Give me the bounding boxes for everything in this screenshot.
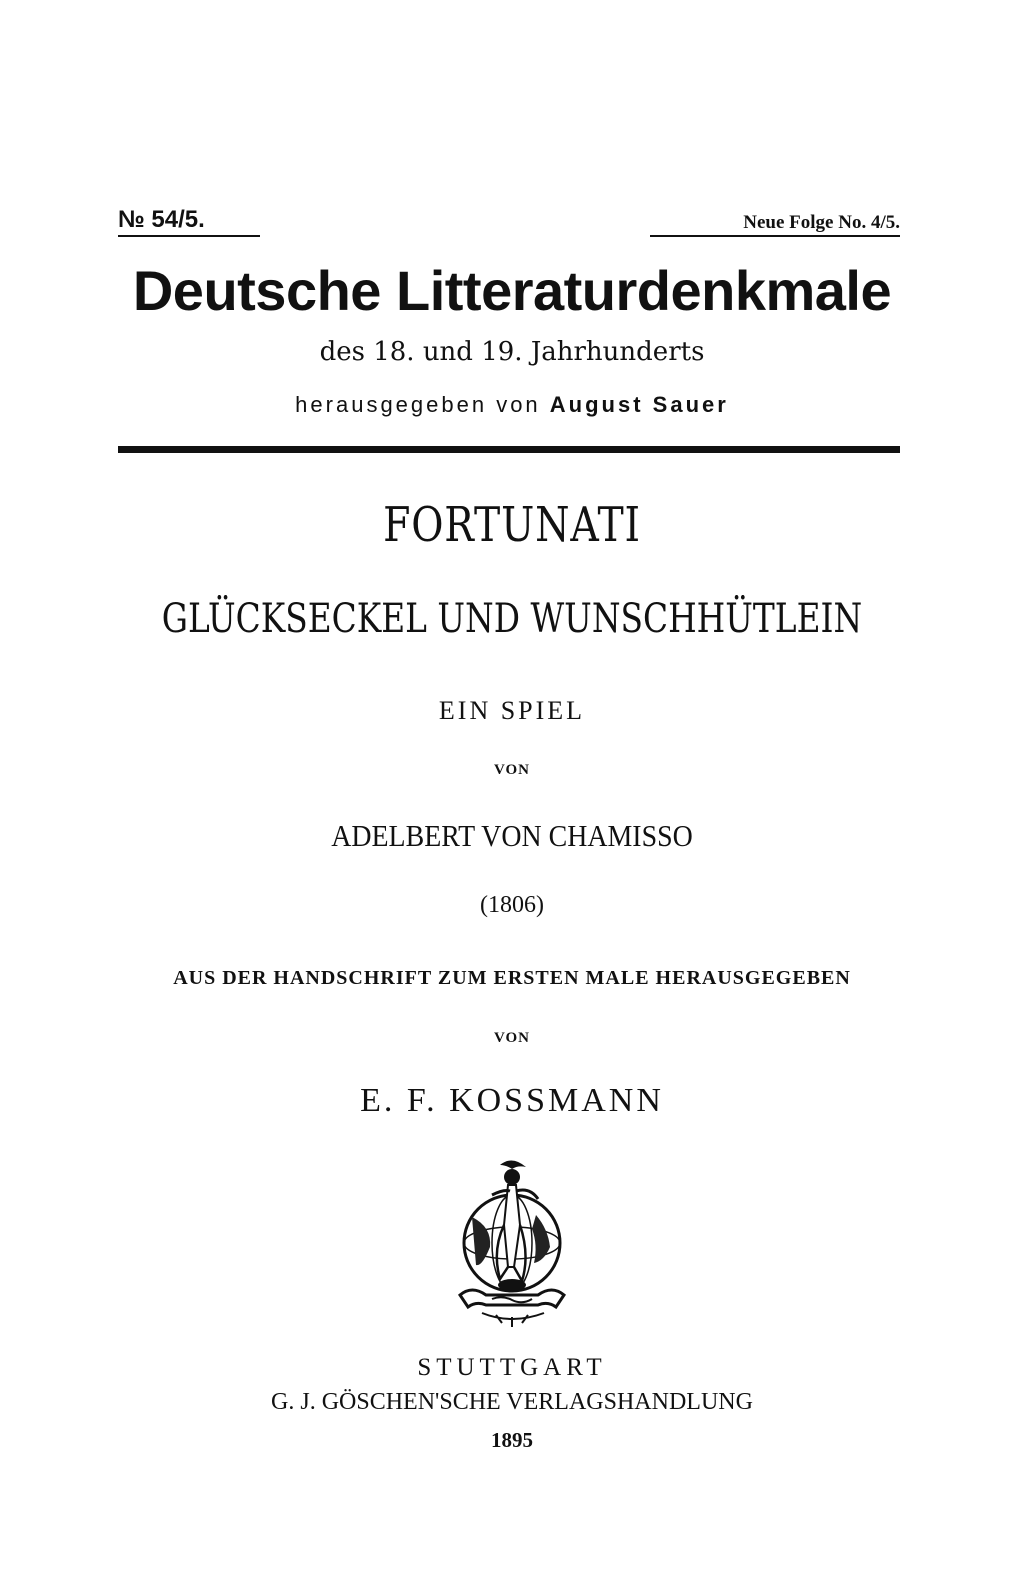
by-label-editor: VON xyxy=(493,1030,531,1046)
imprint-publisher: G. J. GÖSCHEN'SCHE VERLAGSHANDLUNG xyxy=(271,1389,753,1415)
imprint-place: STUTTGART xyxy=(417,1354,607,1381)
composition-year: (1806) xyxy=(480,892,544,918)
author-name: ADELBERT VON CHAMISSO xyxy=(331,818,693,853)
series-new-sequence: Neue Folge No. 4/5. xyxy=(650,212,900,237)
imprint-year: 1895 xyxy=(491,1428,533,1452)
series-number: № 54/5. xyxy=(118,206,260,237)
title-rule xyxy=(118,446,900,453)
fortuna-globe-emblem xyxy=(452,1155,572,1330)
series-editor-line xyxy=(0,392,1024,418)
series-subtitle: des 18. und 19. Jahrhunderts xyxy=(319,337,705,367)
series-title: Deutsche Litteraturdenkmale xyxy=(132,259,892,322)
book-editor: E. F. KOSSMANN xyxy=(360,1082,664,1119)
book-subtitle: GLÜCKSECKEL UND WUNSCHHÜTLEIN xyxy=(161,596,863,642)
book-genre: EIN SPIEL xyxy=(438,696,586,725)
emblem-svg xyxy=(452,1155,572,1330)
edition-note: AUS DER HANDSCHRIFT ZUM ERSTEN MALE HERAUSGEGEBEN xyxy=(173,967,851,989)
by-label: VON xyxy=(493,762,531,778)
editor-name: August Sauer xyxy=(549,392,729,417)
editor-prefix: herausgegeben von xyxy=(295,392,541,417)
book-title: FORTUNATI xyxy=(383,497,641,553)
